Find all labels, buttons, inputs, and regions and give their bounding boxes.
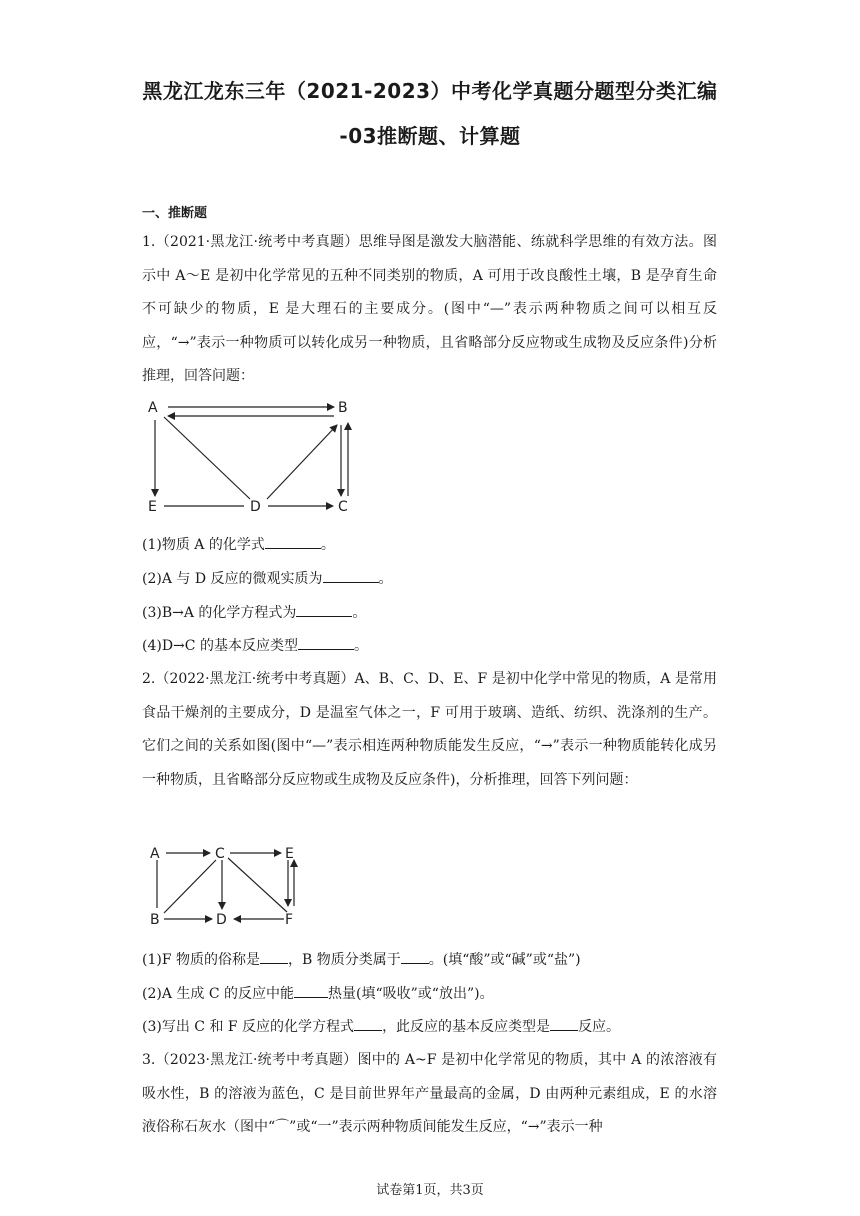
question-1-sub-2: (2)A 与 D 反应的微观实质为 。 — [142, 568, 717, 590]
node-c-label: C — [338, 499, 348, 515]
question-1-text: 1.（2021·黑龙江·统考中考真题）思维导图是激发大脑潜能、练就科学思维的有效方法。图示中 A～E 是初中化学常见的五种不同类别的物质，A 可用于改良酸性土壤，B 是孕育生命不可缺少的物质，E 是大理石的主要成分。(图中“—”表示两种物质之间可以相互反应，“→”表示一种物质可以转化成另一种物质，且省略部分反应物或生成物及反应条件)分析推理，回答问题： — [142, 234, 717, 385]
node-b-label: B — [338, 400, 348, 416]
question-1-sub-4: (4)D→C 的基本反应类型 。 — [142, 635, 717, 657]
node-a-label: A — [148, 400, 158, 416]
node-e-label: E — [148, 499, 157, 515]
node-e-label: E — [285, 846, 294, 862]
section-heading: 一、推断题 — [142, 206, 208, 221]
question-2-diagram — [142, 838, 312, 933]
question-1-sub-3: (3)B→A 的化学方程式为 。 — [142, 602, 717, 624]
node-f-label: F — [285, 912, 294, 928]
node-a-label: A — [150, 846, 160, 862]
node-d-label: D — [216, 912, 227, 928]
question-2-text: 2.（2022·黑龙江·统考中考真题）A、B、C、D、E、F 是初中化学中常见的物质，A 是常用食品干燥剂的主要成分，D 是温室气体之一，F 可用于玻璃、造纸、纺织、洗涤剂的生产。它们之间的关系如图(图中“—”表示相连两种物质能发生反应，“→”表示一种物质能转化成另一种物质，且省略部分反应物或生成物及反应条件)，分析推理，回答下列问题： — [142, 671, 717, 788]
document-title-line-1: 黑龙江龙东三年（2021-2023）中考化学真题分题型分类汇编 — [142, 79, 718, 103]
question-2-sub-1: (1)F 物质的俗称是 ，B 物质分类属于 。(填“酸”或“碱”或“盐”) — [142, 949, 717, 971]
page-footer: 试卷第1页，共3页 — [376, 1183, 484, 1198]
node-d-label: D — [250, 499, 261, 515]
node-b-label: B — [150, 912, 160, 928]
question-1-diagram — [142, 395, 372, 520]
question-2-sub-3: (3)写出 C 和 F 反应的化学方程式 ，此反应的基本反应类型是 反应。 — [142, 1016, 717, 1038]
document-title-line-2: -03推断题、计算题 — [339, 124, 521, 148]
question-2-sub-2: (2)A 生成 C 的反应中能 热量(填“吸收”或“放出”)。 — [142, 983, 717, 1005]
question-3-text: 3.（2023·黑龙江·统考中考真题）图中的 A~F 是初中化学常见的物质，其中 A 的浓溶液有吸水性，B 的溶液为蓝色，C 是目前世界年产量最高的金属，D 由两种元素组成，E 的水溶液俗称石灰水（图中“⌒”或“一”表示两种物质间能发生反应，“→”表示一种 — [142, 1052, 717, 1136]
question-1-sub-1: (1)物质 A 的化学式 。 — [142, 534, 717, 556]
node-c-label: C — [215, 846, 225, 862]
